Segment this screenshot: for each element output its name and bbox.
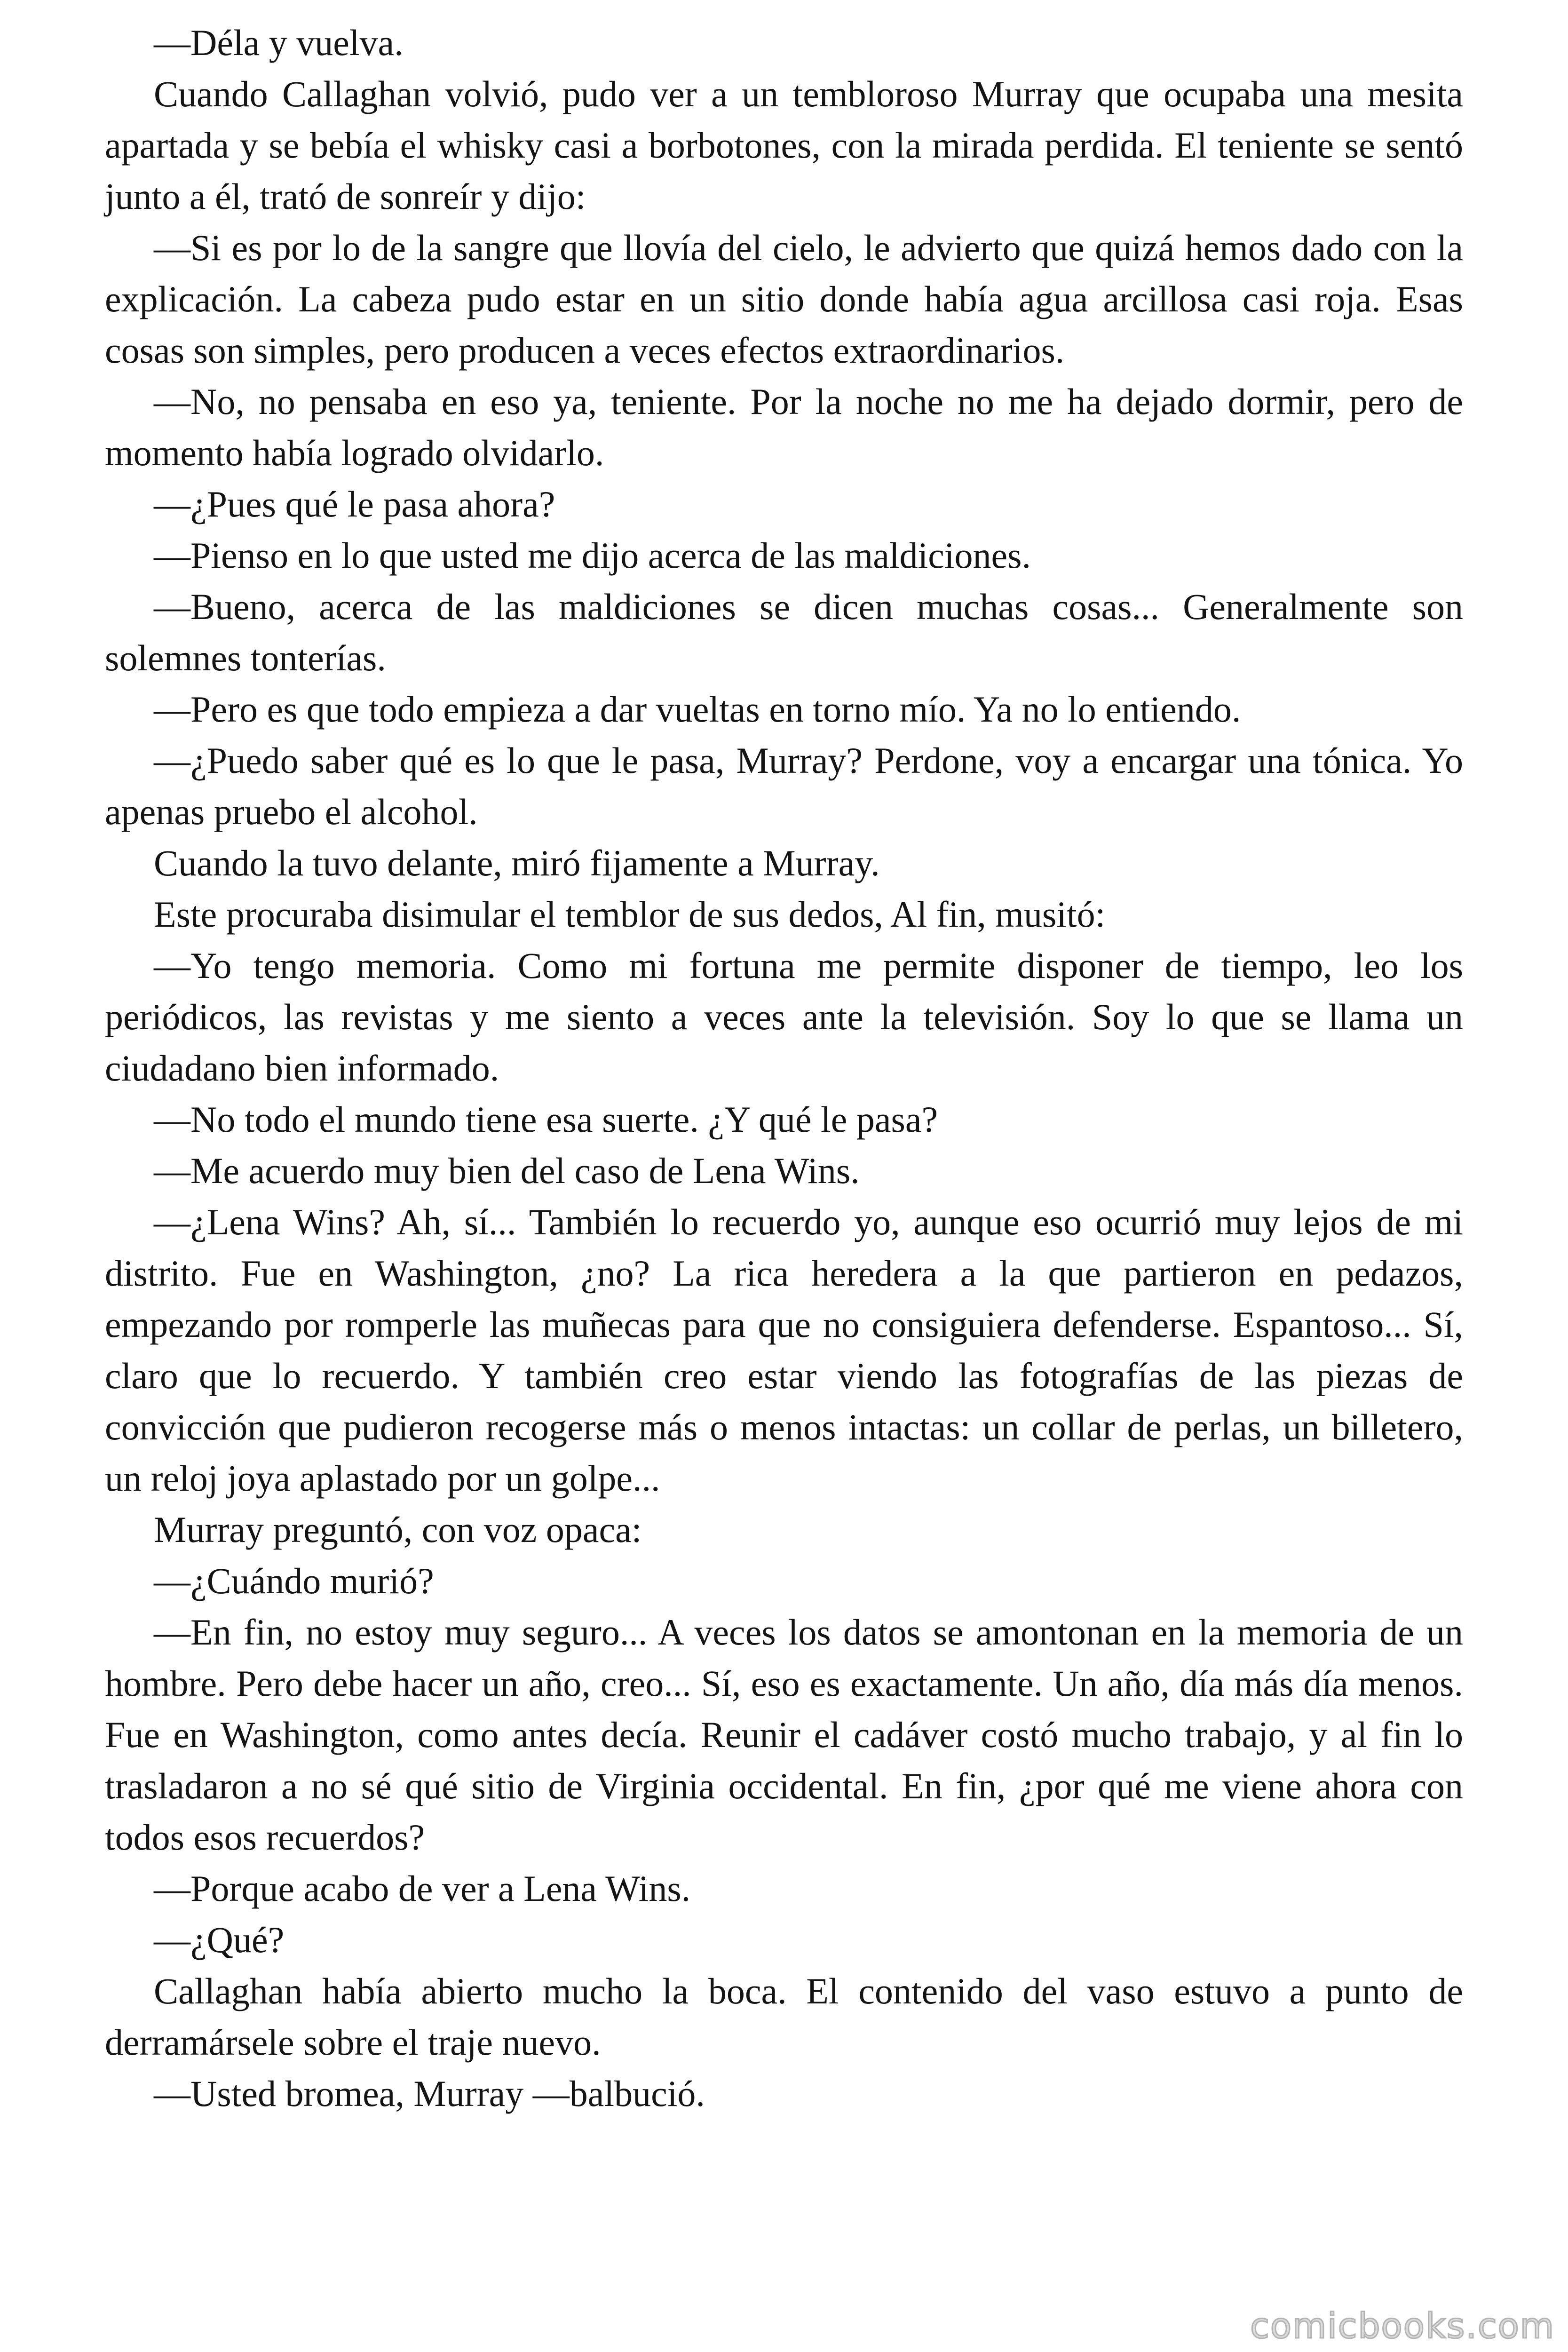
watermark: comicbooks.com: [1250, 2306, 1555, 2346]
paragraph: —No, no pensaba en eso ya, teniente. Por la noche no me ha dejado dormir, pero de momento había logrado olvidarlo.: [105, 381, 1463, 473]
paragraph: —¿Pues qué le pasa ahora?: [154, 484, 555, 524]
paragraph: —En fin, no estoy muy seguro... A veces los datos se amontonan en la memoria de un hombre. Pero debe hacer un año, creo... Sí, eso es exactamente. Un año, día más día menos. Fue en Washington, como antes decía. Reunir el cadáver costó mucho trabajo, y al fin lo trasladaron a no sé qué sitio de Virginia occidental. En fin, ¿por qué me viene ahora con todos esos recuerdos?: [105, 1612, 1463, 1858]
paragraph: —¿Puedo saber qué es lo que le pasa, Murray? Perdone, voy a encargar una tónica. Yo apenas pruebo el alcohol.: [105, 740, 1463, 832]
paragraph: —¿Lena Wins? Ah, sí... También lo recuerdo yo, aunque eso ocurrió muy lejos de mi distrito. Fue en Washington, ¿no? La rica heredera a la que partieron en pedazos, empezando por romperle las muñecas para que no consiguiera defenderse. Espantoso... Sí, claro que lo recuerdo. Y también creo estar viendo las fotografías de las piezas de convicción que pudieron recogerse más o menos intactas: un collar de perlas, un billetero, un reloj joya aplastado por un golpe...: [105, 1201, 1463, 1499]
book-page-text: [105, 17, 1463, 2119]
paragraph: Murray preguntó, con voz opaca:: [154, 1509, 642, 1550]
paragraph: —Me acuerdo muy bien del caso de Lena Wins.: [154, 1150, 860, 1191]
paragraph: —Pienso en lo que usted me dijo acerca de las maldiciones.: [154, 535, 1031, 576]
paragraph: Cuando Callaghan volvió, pudo ver a un tembloroso Murray que ocupaba una mesita apartada y se bebía el whisky casi a borbotones, con la mirada perdida. El teniente se sentó junto a él, trató de sonreír y dijo:: [105, 73, 1463, 217]
paragraph: —Si es por lo de la sangre que llovía del cielo, le advierto que quizá hemos dado con la explicación. La cabeza pudo estar en un sitio donde había agua arcillosa casi roja. Esas cosas son simples, pero producen a veces efectos extraordinarios.: [105, 227, 1463, 371]
paragraph: —Bueno, acerca de las maldiciones se dicen muchas cosas... Generalmente son solemnes tonterías.: [105, 586, 1463, 678]
paragraph: —¿Qué?: [154, 1919, 285, 1960]
paragraph: —Yo tengo memoria. Como mi fortuna me permite disponer de tiempo, leo los periódicos, las revistas y me siento a veces ante la televisión. Soy lo que se llama un ciudadano bien informado.: [105, 945, 1463, 1089]
paragraph: Este procuraba disimular el temblor de sus dedos, Al fin, musitó:: [154, 894, 1106, 935]
paragraph: —Usted bromea, Murray —balbució.: [154, 2073, 705, 2114]
paragraph: —No todo el mundo tiene esa suerte. ¿Y qué le pasa?: [154, 1099, 938, 1140]
paragraph: —¿Cuándo murió?: [154, 1560, 434, 1601]
paragraph: —Pero es que todo empieza a dar vueltas en torno mío. Ya no lo entiendo.: [154, 689, 1241, 730]
paragraph: —Déla y vuelva.: [154, 22, 404, 63]
paragraph: Callaghan había abierto mucho la boca. El contenido del vaso estuvo a punto de derramársele sobre el traje nuevo.: [105, 1971, 1463, 2063]
paragraph: —Porque acabo de ver a Lena Wins.: [154, 1868, 691, 1909]
paragraph: Cuando la tuvo delante, miró fijamente a Murray.: [154, 842, 880, 883]
